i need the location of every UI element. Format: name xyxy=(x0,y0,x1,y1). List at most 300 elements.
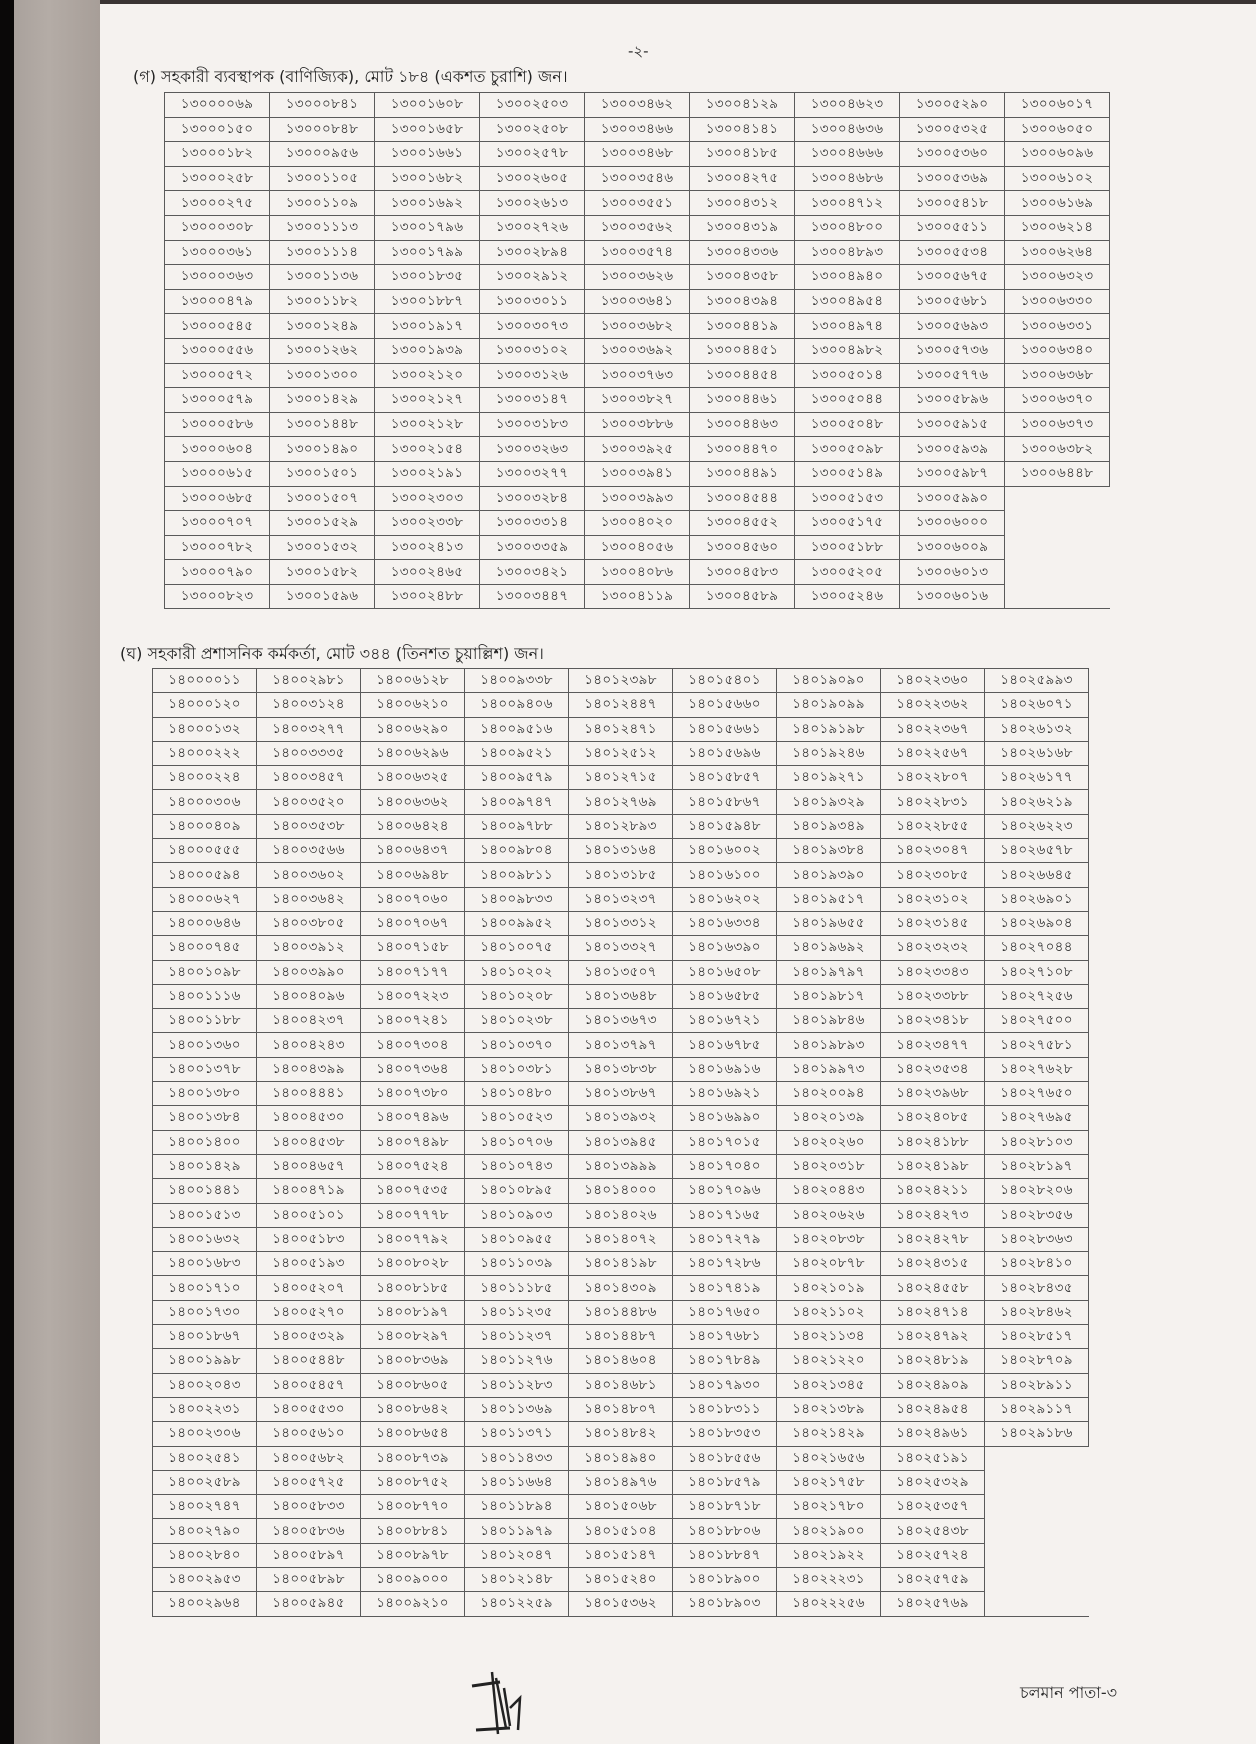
roll-number-cell: ১৪০০৯৭৮৮ xyxy=(465,814,569,838)
roll-number-cell: ১৪০০২৩০৬ xyxy=(153,1422,257,1446)
roll-number-cell: ১৪০১৭৬৫০ xyxy=(673,1300,777,1324)
roll-number-cell: ১৪০০২০৪৩ xyxy=(153,1373,257,1397)
roll-number-cell: ১৪০২৯১১৭ xyxy=(985,1397,1089,1421)
roll-number-cell: ১৪০০৭৭৭৮ xyxy=(361,1203,465,1227)
roll-number-cell: ১৪০১১৮৯৪ xyxy=(465,1495,569,1519)
roll-number-cell: ১৪০২৬৯০৪ xyxy=(985,911,1089,935)
roll-number-cell: ১৪০২৮২০৬ xyxy=(985,1179,1089,1203)
roll-number-cell: ১৪০১৮৩৫৩ xyxy=(673,1422,777,1446)
table-row xyxy=(165,511,1110,536)
roll-number-cell: ১৩০০৫৯১৫ xyxy=(900,412,1005,437)
roll-number-cell: ১৪০১৫৮৫৭ xyxy=(673,766,777,790)
roll-number-cell: ১৪০২৮৪৩৫ xyxy=(985,1276,1089,1300)
roll-number-cell: ১৪০০৬২৯০ xyxy=(361,717,465,741)
roll-number-cell: ১৪০১৬৫০৮ xyxy=(673,960,777,984)
roll-number-cell: ১৪০০৭৩৬৪ xyxy=(361,1057,465,1081)
roll-number-cell: ১৩০০৫৫৩৪ xyxy=(900,240,1005,265)
roll-number-cell: ১৩০০৬৩৩১ xyxy=(1005,314,1110,339)
roll-number-cell: ১৩০০৩১০২ xyxy=(480,338,585,363)
roll-number-cell: ১৩০০১৫০১ xyxy=(270,461,375,486)
empty-cell xyxy=(985,1519,1089,1543)
roll-number-cell: ১৪০১১০৩৯ xyxy=(465,1252,569,1276)
roll-number-cell: ১৪০০১৯৯৮ xyxy=(153,1349,257,1373)
roll-number-cell: ১৪০১৪১৯৮ xyxy=(569,1252,673,1276)
roll-number-cell: ১৪০১৯৭৯৭ xyxy=(777,960,881,984)
roll-number-cell: ১৪০১৯৬৫৫ xyxy=(777,911,881,935)
roll-number-cell: ১৪০১৫৮৬৭ xyxy=(673,790,777,814)
roll-number-cell: ১৪০২১৩৮৯ xyxy=(777,1397,881,1421)
roll-number-cell: ১৪০১২৪৭১ xyxy=(569,717,673,741)
table-row xyxy=(153,1106,1089,1130)
roll-number-cell: ১৪০০৩৫৩৮ xyxy=(257,814,361,838)
roll-number-cell: ১৪০২৪৯০৯ xyxy=(881,1373,985,1397)
roll-number-cell: ১৪০১২৪৪৭ xyxy=(569,693,673,717)
roll-number-cell: ১৩০০৪৬৩৬ xyxy=(795,117,900,142)
roll-number-cell: ১৪০১৪৬০৪ xyxy=(569,1349,673,1373)
roll-number-cell: ১৩০০৪৫৮৯ xyxy=(690,584,795,609)
roll-number-cell: ১৪০২৫৭৫৯ xyxy=(881,1567,985,1591)
roll-number-cell: ১৪০২৪৭১৪ xyxy=(881,1300,985,1324)
roll-number-cell: ১৪০০১৭৩০ xyxy=(153,1300,257,1324)
empty-cell xyxy=(985,1543,1089,1567)
roll-number-cell: ১৪০০২৯৬৪ xyxy=(153,1592,257,1616)
roll-number-cell: ১৪০১৩৩২৭ xyxy=(569,936,673,960)
roll-number-cell: ১৩০০৪৭১২ xyxy=(795,191,900,216)
roll-number-cell: ১৪০০৫১৯৩ xyxy=(257,1252,361,1276)
roll-number-cell: ১৪০১৭২৮৬ xyxy=(673,1252,777,1276)
roll-number-cell: ১৪০১৪৯৪০ xyxy=(569,1446,673,1470)
roll-number-cell: ১৪০২২৩৬২ xyxy=(881,693,985,717)
roll-number-cell: ১৪০১৯৬৯২ xyxy=(777,936,881,960)
roll-number-cell: ১৪০০০৬৪৬ xyxy=(153,911,257,935)
roll-number-cell: ১৪০০৩১২৪ xyxy=(257,693,361,717)
roll-number-cell: ১৪০২০০৯৪ xyxy=(777,1082,881,1106)
roll-number-cell: ১৪০২১২২০ xyxy=(777,1349,881,1373)
roll-number-cell: ১৪০০৬৯৪৮ xyxy=(361,863,465,887)
table-row xyxy=(153,1300,1089,1324)
table-row xyxy=(153,741,1089,765)
roll-number-cell: ১৪০০২৭৯০ xyxy=(153,1519,257,1543)
roll-number-cell: ১৩০০৬৩৭৩ xyxy=(1005,412,1110,437)
roll-number-cell: ১৩০০৬৩৪০ xyxy=(1005,338,1110,363)
roll-number-cell: ১৩০০৩৩১৪ xyxy=(480,511,585,536)
roll-number-cell: ১৩০০০১৮২ xyxy=(165,142,270,167)
roll-number-cell: ১৩০০৪৯৮২ xyxy=(795,338,900,363)
table-row xyxy=(153,1203,1089,1227)
roll-number-cell: ১৪০০২৯৮১ xyxy=(257,669,361,693)
roll-number-cell: ১৪০২৯১৮৬ xyxy=(985,1422,1089,1446)
roll-number-cell: ১৪০০৬২৯৬ xyxy=(361,741,465,765)
roll-number-cell: ১৪০১৪৪৮৬ xyxy=(569,1300,673,1324)
empty-cell xyxy=(1005,486,1110,511)
roll-number-cell: ১৩০০৫৯৮৭ xyxy=(900,461,1005,486)
roll-number-cell: ১৪০০৬১২৮ xyxy=(361,669,465,693)
roll-number-cell: ১৩০০৩২৭৭ xyxy=(480,461,585,486)
roll-number-cell: ১৪০০৩৩৩৫ xyxy=(257,741,361,765)
table-row xyxy=(153,1130,1089,1154)
roll-number-cell: ১৩০০৬০৫০ xyxy=(1005,117,1110,142)
roll-number-cell: ১৩০০০৭৯০ xyxy=(165,560,270,585)
table-row xyxy=(153,1543,1089,1567)
empty-cell xyxy=(985,1446,1089,1470)
roll-number-cell: ১৩০০৪৫৪৪ xyxy=(690,486,795,511)
roll-number-cell: ১৪০০৯২১০ xyxy=(361,1592,465,1616)
roll-number-cell: ১৪০১৪৯৭৬ xyxy=(569,1470,673,1494)
roll-number-cell: ১৪০২৭৬২৮ xyxy=(985,1057,1089,1081)
roll-number-cell: ১৪০০৭৫৩৫ xyxy=(361,1179,465,1203)
roll-number-cell: ১৪০২১৯০০ xyxy=(777,1519,881,1543)
roll-number-cell: ১৪০১৬৭৮৫ xyxy=(673,1033,777,1057)
roll-number-cell: ১৩০০০৩৬৩ xyxy=(165,265,270,290)
roll-number-cell: ১৪০১২৩৯৮ xyxy=(569,669,673,693)
roll-number-cell: ১৪০০৯০০০ xyxy=(361,1567,465,1591)
roll-number-cell: ১৩০০৫৭৩৬ xyxy=(900,338,1005,363)
roll-number-cell: ১৪০১৫৬৬০ xyxy=(673,693,777,717)
roll-number-cell: ১৩০০৪০৫৬ xyxy=(585,535,690,560)
table-row xyxy=(165,265,1110,290)
roll-number-cell: ১৩০০৫৩৬৯ xyxy=(900,166,1005,191)
roll-number-cell: ১৪০০৭২৪১ xyxy=(361,1009,465,1033)
roll-number-cell: ১৩০০২৪৮৮ xyxy=(375,584,480,609)
roll-number-cell: ১৪০২৮১০৩ xyxy=(985,1130,1089,1154)
roll-number-cell: ১৩০০৪৫৮৩ xyxy=(690,560,795,585)
roll-number-cell: ১৪০২৮৩৬৩ xyxy=(985,1227,1089,1251)
roll-number-cell: ১৩০০৪৪৯১ xyxy=(690,461,795,486)
roll-number-cell: ১৪০০৮০২৮ xyxy=(361,1252,465,1276)
roll-number-cell: ১৪০০৫৮৩৩ xyxy=(257,1495,361,1519)
roll-number-cell: ১৪০২৭৫০০ xyxy=(985,1009,1089,1033)
roll-number-cell: ১৪০০৩৬৪২ xyxy=(257,887,361,911)
roll-number-cell: ১৪০১৭৪১৯ xyxy=(673,1276,777,1300)
roll-number-cell: ১৪০০৯৩৩৮ xyxy=(465,669,569,693)
table-row xyxy=(153,1033,1089,1057)
roll-number-cell: ১৩০০৪১৪১ xyxy=(690,117,795,142)
roll-number-cell: ১৪০১২১৪৮ xyxy=(465,1567,569,1591)
table-row xyxy=(165,240,1110,265)
roll-number-cell: ১৩০০১২৬২ xyxy=(270,338,375,363)
roll-number-cell: ১৪০০৮২৯৭ xyxy=(361,1325,465,1349)
roll-number-cell: ১৪০১৯৩৮৪ xyxy=(777,839,881,863)
table-row xyxy=(153,984,1089,1008)
roll-number-cell: ১৪০২৪৭৯২ xyxy=(881,1325,985,1349)
roll-number-cell: ১৪০১০২০৮ xyxy=(465,984,569,1008)
roll-number-cell: ১৩০০০৩৬১ xyxy=(165,240,270,265)
roll-number-cell: ১৩০০৩৫৪৬ xyxy=(585,166,690,191)
roll-number-cell: ১৪০১৬৯৯০ xyxy=(673,1106,777,1130)
roll-number-cell: ১৪০২৪২৭৮ xyxy=(881,1227,985,1251)
roll-number-cell: ১৩০০৬২৬৪ xyxy=(1005,240,1110,265)
roll-number-cell: ১৩০০১৯৩৯ xyxy=(375,338,480,363)
roll-number-cell: ১৪০২৫৭৬৯ xyxy=(881,1592,985,1616)
roll-number-cell: ১৪০২৪২৭৩ xyxy=(881,1203,985,1227)
roll-number-cell: ১৪০২৮৭০৯ xyxy=(985,1349,1089,1373)
roll-number-cell: ১৩০০৩৪৪৭ xyxy=(480,584,585,609)
table-row xyxy=(165,142,1110,167)
roll-number-cell: ১৪০১৩৮৬৭ xyxy=(569,1082,673,1106)
roll-number-cell: ১৪০০৯৮০৪ xyxy=(465,839,569,863)
roll-number-cell: ১৪০০৪২৪৩ xyxy=(257,1033,361,1057)
table-row xyxy=(153,1009,1089,1033)
roll-number-cell: ১৩০০৫১৮৮ xyxy=(795,535,900,560)
roll-number-cell: ১৪০০০৫৯৪ xyxy=(153,863,257,887)
roll-number-cell: ১৪০০৯৫৭৯ xyxy=(465,766,569,790)
roll-number-cell: ১৪০১৯২৪৬ xyxy=(777,741,881,765)
table-row xyxy=(153,717,1089,741)
table-row xyxy=(153,1276,1089,1300)
roll-number-cell: ১৪০২৩৫৩৪ xyxy=(881,1057,985,1081)
roll-number-cell: ১৪০১৩৭৯৭ xyxy=(569,1033,673,1057)
roll-number-cell: ১৪০১৯১৯৮ xyxy=(777,717,881,741)
roll-number-cell: ১৪০১৫০৬৮ xyxy=(569,1495,673,1519)
table-row xyxy=(153,839,1089,863)
roll-number-cell: ১৪০২৭৬৯৫ xyxy=(985,1106,1089,1130)
roll-number-cell: ১৪০২৬৯০১ xyxy=(985,887,1089,911)
table-row xyxy=(153,936,1089,960)
roll-number-cell: ১৪০১০২৩৮ xyxy=(465,1009,569,1033)
roll-number-cell: ১৪০০৫৬১০ xyxy=(257,1422,361,1446)
table-row xyxy=(153,814,1089,838)
roll-number-cell: ১৪০১৩৬৪৮ xyxy=(569,984,673,1008)
roll-number-cell: ১৩০০৬০১৩ xyxy=(900,560,1005,585)
roll-number-cell: ১৪০১১৪৩৩ xyxy=(465,1446,569,1470)
table-row xyxy=(153,669,1089,693)
roll-number-cell: ১৪০২২৩৬৭ xyxy=(881,717,985,741)
roll-number-cell: ১৪০০১৪৪১ xyxy=(153,1179,257,1203)
roll-number-cell: ১৪০২৭১০৮ xyxy=(985,960,1089,984)
roll-number-cell: ১৩০০৩৮২৭ xyxy=(585,388,690,413)
roll-number-cell: ১৪০২৩১৪৫ xyxy=(881,911,985,935)
roll-number-cell: ১৩০০৪০৮৬ xyxy=(585,560,690,585)
roll-number-cell: ১৩০০৩৪৬৮ xyxy=(585,142,690,167)
table-row xyxy=(165,191,1110,216)
roll-number-cell: ১৩০০২৯১২ xyxy=(480,265,585,290)
table-row xyxy=(153,1470,1089,1494)
roll-number-cell: ১৪০০১৩৬০ xyxy=(153,1033,257,1057)
roll-number-cell: ১৪০২৭২৫৬ xyxy=(985,984,1089,1008)
roll-number-cell: ১৪০২৬১৬৮ xyxy=(985,741,1089,765)
roll-number-cell: ১৩০০৫১৪৯ xyxy=(795,461,900,486)
roll-number-cell: ১৪০০৫৩২৯ xyxy=(257,1325,361,1349)
roll-number-cell: ১৩০০৩৩৫৯ xyxy=(480,535,585,560)
roll-number-cell: ১৪০০০১৩২ xyxy=(153,717,257,741)
roll-number-cell: ১৪০২৪৩১৫ xyxy=(881,1252,985,1276)
roll-number-cell: ১৩০০৫৬৭৫ xyxy=(900,265,1005,290)
roll-number-cell: ১৪০২০৮৭৮ xyxy=(777,1252,881,1276)
roll-number-cell: ১৩০০৫৪১৮ xyxy=(900,191,1005,216)
roll-number-cell: ১৩০০২১২৮ xyxy=(375,412,480,437)
roll-number-cell: ১৪০০৯৫২১ xyxy=(465,741,569,765)
roll-number-cell: ১৩০০০০৬৯ xyxy=(165,93,270,118)
roll-number-cell: ১৩০০২৩৩৮ xyxy=(375,511,480,536)
table-row xyxy=(165,388,1110,413)
roll-number-cell: ১৩০০১১৩৬ xyxy=(270,265,375,290)
roll-number-cell: ১৪০১৭২৭৯ xyxy=(673,1227,777,1251)
roll-number-cell: ১৪০০৮১৯৭ xyxy=(361,1300,465,1324)
roll-number-cell: ১৪০১০৭০৬ xyxy=(465,1130,569,1154)
roll-number-cell: ১৩০০২৬০৫ xyxy=(480,166,585,191)
roll-number-cell: ১৩০০৪৯৭৪ xyxy=(795,314,900,339)
roll-number-cell: ১৩০০১৭৯৯ xyxy=(375,240,480,265)
roll-number-cell: ১৪০০৮৯৭৮ xyxy=(361,1543,465,1567)
roll-number-cell: ১৩০০৩৯২৫ xyxy=(585,437,690,462)
roll-number-cell: ১৪০০৬৩২৫ xyxy=(361,766,465,790)
roll-number-cell: ১৪০০৩৪৫৭ xyxy=(257,766,361,790)
roll-number-cell: ১৪০২৬১৭৭ xyxy=(985,766,1089,790)
table-row xyxy=(153,1154,1089,1178)
roll-number-cell: ১৪০১৩২৩৭ xyxy=(569,887,673,911)
roll-number-cell: ১৪০২৩০৪৭ xyxy=(881,839,985,863)
roll-number-cell: ১৪০২৩৯৬৮ xyxy=(881,1082,985,1106)
roll-number-cell: ১৩০০৪৪৫১ xyxy=(690,338,795,363)
roll-number-cell: ১৪০০১৭১০ xyxy=(153,1276,257,1300)
roll-number-cell: ১৩০০৬১০২ xyxy=(1005,166,1110,191)
roll-number-cell: ১৪০১৫৬৯৬ xyxy=(673,741,777,765)
roll-number-cell: ১৪০১১২৩৫ xyxy=(465,1300,569,1324)
roll-number-cell: ১৩০০০৮২৩ xyxy=(165,584,270,609)
roll-number-cell: ১৩০০৩২৮৪ xyxy=(480,486,585,511)
roll-number-cell: ১৩০০৩২৬৩ xyxy=(480,437,585,462)
roll-number-cell: ১৪০২৬২১৯ xyxy=(985,790,1089,814)
roll-table-assistant-manager xyxy=(164,92,1110,609)
roll-number-cell: ১৪০২৪২১১ xyxy=(881,1179,985,1203)
roll-number-cell: ১৩০০১৬৫৮ xyxy=(375,117,480,142)
roll-number-cell: ১৩০০৫০১৪ xyxy=(795,363,900,388)
roll-number-cell: ১৪০২৪৯৫৪ xyxy=(881,1397,985,1421)
roll-number-cell: ১৪০০৮৭৫২ xyxy=(361,1470,465,1494)
roll-number-cell: ১৪০২৫৩৫৭ xyxy=(881,1495,985,1519)
roll-number-cell: ১৪০০৪০৯৬ xyxy=(257,984,361,1008)
roll-number-cell: ১৪০১৯০৯০ xyxy=(777,669,881,693)
roll-number-cell: ১৪০১৫১৪৭ xyxy=(569,1543,673,1567)
roll-number-cell: ১৪০১৫১০৪ xyxy=(569,1519,673,1543)
roll-number-cell: ১৪০১৪৮৪২ xyxy=(569,1422,673,1446)
roll-number-cell: ১৩০০৫০৪৮ xyxy=(795,412,900,437)
roll-number-cell: ১৪০১১৬৬৪ xyxy=(465,1470,569,1494)
roll-number-cell: ১৩০০৩৬৪১ xyxy=(585,289,690,314)
roll-number-cell: ১৩০০৪৩৩৬ xyxy=(690,240,795,265)
roll-number-cell: ১৪০১৩১৮৫ xyxy=(569,863,673,887)
roll-number-cell: ১৪০২৮৫১৭ xyxy=(985,1325,1089,1349)
roll-number-cell: ১৪০১৪০৭২ xyxy=(569,1227,673,1251)
roll-number-cell: ১৪০১৯৮৯৩ xyxy=(777,1033,881,1057)
roll-number-cell: ১৩০০৪০২০ xyxy=(585,511,690,536)
roll-number-cell: ১৩০০২১৫৪ xyxy=(375,437,480,462)
roll-number-cell: ১৪০১৪৬৮১ xyxy=(569,1373,673,1397)
roll-number-cell: ১৩০০১৪৪৮ xyxy=(270,412,375,437)
roll-number-cell: ১৪০১৬৩৩৪ xyxy=(673,911,777,935)
roll-number-cell: ১৪০০১৪২৯ xyxy=(153,1154,257,1178)
roll-number-cell: ১৪০১২৭৬৯ xyxy=(569,790,673,814)
roll-number-cell: ১৪০০১৬৮৩ xyxy=(153,1252,257,1276)
roll-number-cell: ১৪০০০৭৪৫ xyxy=(153,936,257,960)
roll-number-cell: ১৪০২১০১৯ xyxy=(777,1276,881,1300)
roll-number-cell: ১৪০১৪০০০ xyxy=(569,1179,673,1203)
roll-number-cell: ১৪০১৫৩৬২ xyxy=(569,1592,673,1616)
roll-number-cell: ১৪০১১৯৭৯ xyxy=(465,1519,569,1543)
roll-number-cell: ১৪০০৮১৮৫ xyxy=(361,1276,465,1300)
roll-number-cell: ১৪০১০৭৪৩ xyxy=(465,1154,569,1178)
roll-number-cell: ১৩০০৫৩২৫ xyxy=(900,117,1005,142)
roll-number-cell: ১৪০০৫৫৩০ xyxy=(257,1397,361,1421)
roll-number-cell: ১৩০০০৭৮২ xyxy=(165,535,270,560)
roll-number-cell: ১৩০০৩৬৮২ xyxy=(585,314,690,339)
roll-number-cell: ১৪০০৮৬০৫ xyxy=(361,1373,465,1397)
empty-cell xyxy=(1005,511,1110,536)
roll-number-cell: ১৪০০০৬২৭ xyxy=(153,887,257,911)
roll-number-cell: ১৪০২০৮৩৮ xyxy=(777,1227,881,1251)
roll-number-cell: ১৩০০০৭০৭ xyxy=(165,511,270,536)
roll-number-cell: ১৩০০১৪৯০ xyxy=(270,437,375,462)
roll-number-cell: ১৩০০৪১৮৫ xyxy=(690,142,795,167)
roll-number-cell: ১৩০০২৫০৮ xyxy=(480,117,585,142)
roll-number-cell: ১৪০২৮৪৬২ xyxy=(985,1300,1089,1324)
roll-number-cell: ১৩০০১৫০৭ xyxy=(270,486,375,511)
roll-number-cell: ১৩০০২৮৯৪ xyxy=(480,240,585,265)
roll-number-cell: ১৪০১৪৮০৭ xyxy=(569,1397,673,1421)
roll-number-cell: ১৪০২১৯২২ xyxy=(777,1543,881,1567)
table-row xyxy=(165,584,1110,609)
roll-number-cell: ১৩০০৬০০০ xyxy=(900,511,1005,536)
roll-number-cell: ১৪০১৬৭২১ xyxy=(673,1009,777,1033)
roll-number-cell: ১৩০০৩৮৮৬ xyxy=(585,412,690,437)
roll-number-cell: ১৪০০৫৪৫৭ xyxy=(257,1373,361,1397)
roll-number-cell: ১৩০০৫৯৯০ xyxy=(900,486,1005,511)
roll-number-cell: ১৪০২১১৩৪ xyxy=(777,1325,881,1349)
roll-number-cell: ১৩০০১৮৩৫ xyxy=(375,265,480,290)
table-row xyxy=(153,960,1089,984)
roll-number-cell: ১৩০০৬১৬৯ xyxy=(1005,191,1110,216)
roll-number-cell: ১৩০০৬২১৪ xyxy=(1005,215,1110,240)
roll-number-cell: ১৩০০৬৩৩০ xyxy=(1005,289,1110,314)
roll-number-cell: ১৪০০১৩৮০ xyxy=(153,1082,257,1106)
roll-number-cell: ১৩০০১৫২৯ xyxy=(270,511,375,536)
table-row xyxy=(153,766,1089,790)
table-row xyxy=(153,863,1089,887)
roll-number-cell: ১৪০১০৪৮০ xyxy=(465,1082,569,1106)
roll-number-cell: ১৪০১২২৫৯ xyxy=(465,1592,569,1616)
roll-number-cell: ১৪০০০৫৫৫ xyxy=(153,839,257,863)
roll-number-cell: ১৪০১৮৫৫৬ xyxy=(673,1446,777,1470)
roll-number-cell: ১৩০০৪২৭৫ xyxy=(690,166,795,191)
roll-number-cell: ১৪০১৬৫৮৫ xyxy=(673,984,777,1008)
roll-number-cell: ১৪০০৭১৫৮ xyxy=(361,936,465,960)
roll-number-cell: ১৪০১৬৯১৬ xyxy=(673,1057,777,1081)
roll-number-cell: ১৩০০৩৪২১ xyxy=(480,560,585,585)
table-row xyxy=(153,1325,1089,1349)
roll-number-cell: ১৪০০৭৪৯৮ xyxy=(361,1130,465,1154)
roll-number-cell: ১৪০০৪৫৩৮ xyxy=(257,1130,361,1154)
roll-number-cell: ১৪০০২৯৫৩ xyxy=(153,1567,257,1591)
roll-number-cell: ১৪০০৭৭৯২ xyxy=(361,1227,465,1251)
roll-number-cell: ১৪০১৩৩১২ xyxy=(569,911,673,935)
roll-number-cell: ১৪০১৭৬৮১ xyxy=(673,1325,777,1349)
roll-number-cell: ১৪০১০৫২৩ xyxy=(465,1106,569,1130)
roll-number-cell: ১৩০০০৫৪৫ xyxy=(165,314,270,339)
roll-number-cell: ১৪০২১৪২৯ xyxy=(777,1422,881,1446)
table-row xyxy=(153,1373,1089,1397)
roll-number-cell: ১৩০০৬৩২৩ xyxy=(1005,265,1110,290)
roll-number-cell: ১৪০১৩৫০৭ xyxy=(569,960,673,984)
roll-number-cell: ১৪০০৯৫১৬ xyxy=(465,717,569,741)
roll-number-cell: ১৩০০২৪৬৫ xyxy=(375,560,480,585)
roll-number-cell: ১৩০০৪৩১৯ xyxy=(690,215,795,240)
roll-number-cell: ১৪০০৯৯৫২ xyxy=(465,911,569,935)
empty-cell xyxy=(985,1470,1089,1494)
roll-number-cell: ১৪০২৫৭২৪ xyxy=(881,1543,985,1567)
roll-number-cell: ১৪০০০৪০৯ xyxy=(153,814,257,838)
roll-number-cell: ১৩০০৩৫৭৪ xyxy=(585,240,690,265)
roll-number-cell: ১৪০১৫২৪০ xyxy=(569,1567,673,1591)
